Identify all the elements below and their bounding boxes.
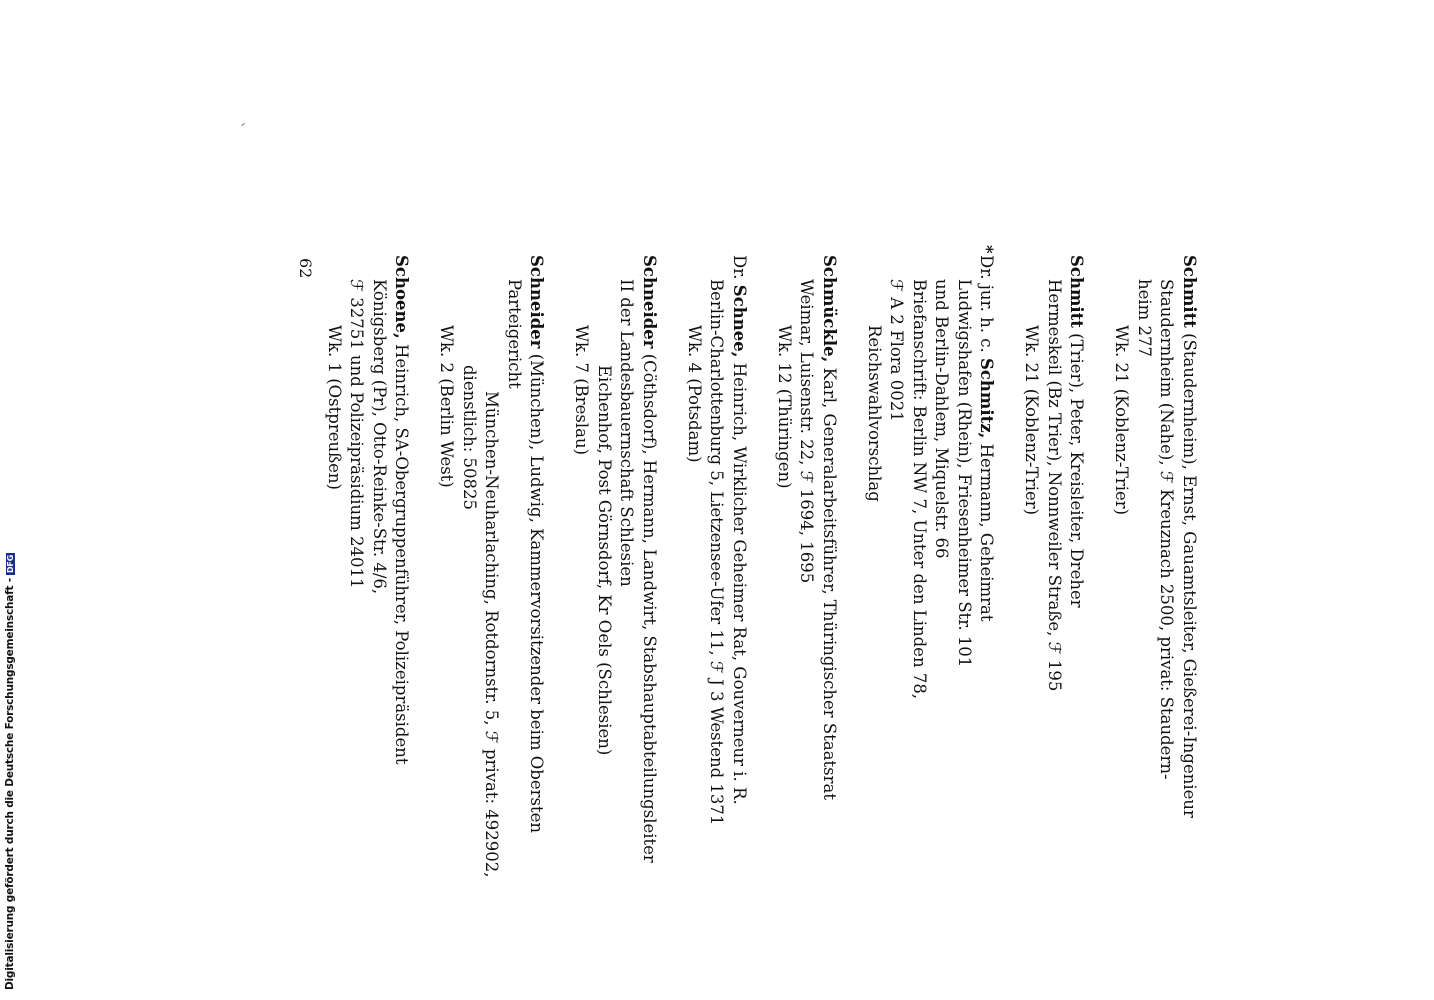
page-number: 62: [296, 258, 315, 279]
register-entry: [1110, 255, 1200, 818]
entry-text: Reichswahlvorschlag: [865, 325, 884, 502]
entry-line: [638, 255, 661, 863]
entry-line: [1178, 255, 1201, 818]
entry-spacer: [750, 255, 773, 815]
entry-spacer: [660, 255, 683, 815]
entry-text: Wk. 21 (Koblenz-Trier): [1112, 325, 1132, 516]
entry-text: (Staudernheim), Ernst, Gauamtsleiter, Gießerei-Ingenieur: [1180, 327, 1199, 818]
entry-line: [885, 255, 908, 815]
entry-text: Berlin-Charlottenburg 5, Lietzensee-Ufer 11, ℱ J 3 Westend 1371: [707, 279, 727, 826]
entry-text: Wk. 1 (Ostpreußen): [325, 325, 344, 490]
surname: Schnee,: [730, 284, 749, 358]
surname: Schmückle,: [820, 255, 839, 363]
entry-line: [503, 255, 526, 815]
entry-line: [683, 255, 706, 815]
surname: Schmitt: [1180, 255, 1199, 328]
entry-line: [345, 255, 368, 815]
register-entry: [435, 255, 548, 878]
entry-text: Parteigericht: [505, 279, 524, 389]
entry-line: [773, 255, 796, 815]
entry-line: [908, 255, 931, 815]
entry-text: ℱ A 2 Flora 0021: [887, 279, 907, 422]
entry-line: [975, 255, 998, 815]
title-prefix: Dr.: [730, 255, 749, 285]
entry-line: [1133, 255, 1156, 815]
entry-text: Karl, Generalarbeitsführer, Thüringischer Staatsrat: [820, 362, 839, 800]
entry-line: [818, 255, 841, 815]
entry-spacer: [413, 255, 436, 815]
entry-line: [435, 255, 458, 815]
entry-line: [390, 255, 413, 815]
surname: Schmitt: [1067, 255, 1087, 328]
entry-line: [1155, 255, 1178, 815]
asterisk-marker: *: [977, 245, 997, 254]
register-entry: [1020, 255, 1088, 815]
scan-mark: [241, 123, 245, 126]
entry-text: (Cöthsdorf), Hermann, Landwirt, Stabshauptabteilungsleiter: [640, 348, 659, 863]
entry-text: Hermeskeil (Bz Trier), Nonnweiler Straße, ℱ 195: [1045, 279, 1064, 692]
entry-line: [795, 255, 818, 815]
entry-text: Weimar, Luisenstr. 22, ℱ 1694, 1695: [797, 279, 817, 584]
entry-line: [705, 255, 728, 826]
entry-line: [570, 255, 593, 815]
register-entry: [323, 255, 413, 815]
entry-line: [615, 255, 638, 815]
entry-text: München-Neuharlaching, Rotdornstr. 5, ℱ privat: 492902,: [482, 391, 502, 878]
surname: Schmitz,: [977, 357, 997, 439]
entry-text: ℱ 32751 und Polizeipräsidium 24011: [347, 279, 367, 589]
entry-spacer: [548, 255, 571, 815]
entry-line: [1065, 255, 1088, 815]
dfg-logo: DFG: [5, 554, 15, 574]
entry-line: [953, 255, 976, 815]
register-entry: [773, 255, 841, 815]
entry-line: [480, 255, 503, 878]
entry-text: Wk. 4 (Potsdam): [685, 325, 704, 463]
entry-line: [593, 255, 616, 815]
entry-text: heim 277: [1135, 279, 1154, 358]
entry-text: dienstlich: 50825: [460, 365, 479, 511]
entry-text: und Berlin-Dahlem, Miquelstr. 66: [932, 279, 952, 559]
entries-column: [323, 245, 1201, 878]
register-entry: [683, 255, 751, 826]
register-entry: [570, 255, 660, 863]
entry-line: [368, 255, 391, 815]
entry-text: (Trier), Peter, Kreisleiter, Dreher: [1067, 327, 1087, 608]
entry-text: (München), Ludwig, Kammervorsitzender beim Obersten: [527, 348, 547, 833]
register-entry: [863, 245, 998, 815]
entry-line: [1043, 255, 1066, 815]
entry-spacer: [1088, 255, 1111, 815]
surname: Schoene,: [392, 255, 412, 339]
entry-line: [323, 255, 346, 815]
entry-text: Wk. 7 (Breslau): [572, 325, 592, 456]
entry-line: [1110, 255, 1133, 815]
surname: Schneider: [527, 255, 547, 349]
entry-line: [863, 255, 886, 815]
entry-text: II der Landesbauernschaft Schlesien: [617, 279, 637, 587]
entry-line: [1020, 255, 1043, 815]
entry-text: Heinrich, Wirklicher Geheimer Rat, Gouverneur i. R.: [730, 357, 749, 805]
entry-text: Wk. 2 (Berlin West): [437, 325, 457, 488]
entry-text: Wk. 12 (Thüringen): [775, 325, 794, 489]
entry-text: Ludwigshafen (Rhein), Friesenheimer Str. 101: [955, 279, 974, 668]
entry-spacer: [840, 255, 863, 815]
entry-spacer: [998, 255, 1021, 815]
entry-text: Staudernheim (Nahe), ℱ Kreuznach 2500, privat: Staudern-: [1157, 279, 1177, 780]
entry-text: Heinrich, SA-Obergruppenführer, Polizeipräsident: [392, 338, 412, 765]
entry-text: Hermann, Geheimrat: [977, 438, 997, 622]
entry-line: [930, 255, 953, 815]
entry-text: Wk. 21 (Koblenz-Trier): [1022, 325, 1042, 516]
digitization-footer: [4, 553, 16, 990]
entry-line: [525, 255, 548, 833]
entry-text: Briefanschrift: Berlin NW 7, Unter den Linden 78,: [910, 279, 929, 700]
surname: Schneider: [640, 255, 659, 349]
entry-text: Königsberg (Pr), Otto-Reinke-Str. 4/6,: [370, 279, 389, 595]
entry-line: [458, 255, 481, 815]
footer-text: Digitalisierung gefördert durch die Deutsche Forschungsgemeinschaft -: [4, 578, 16, 990]
title-prefix: Dr. jur. h. c.: [977, 255, 997, 358]
entry-line: [728, 255, 751, 815]
entry-text: Eichenhof, Post Görnsdorf, Kr Oels (Schlesien): [595, 365, 614, 756]
